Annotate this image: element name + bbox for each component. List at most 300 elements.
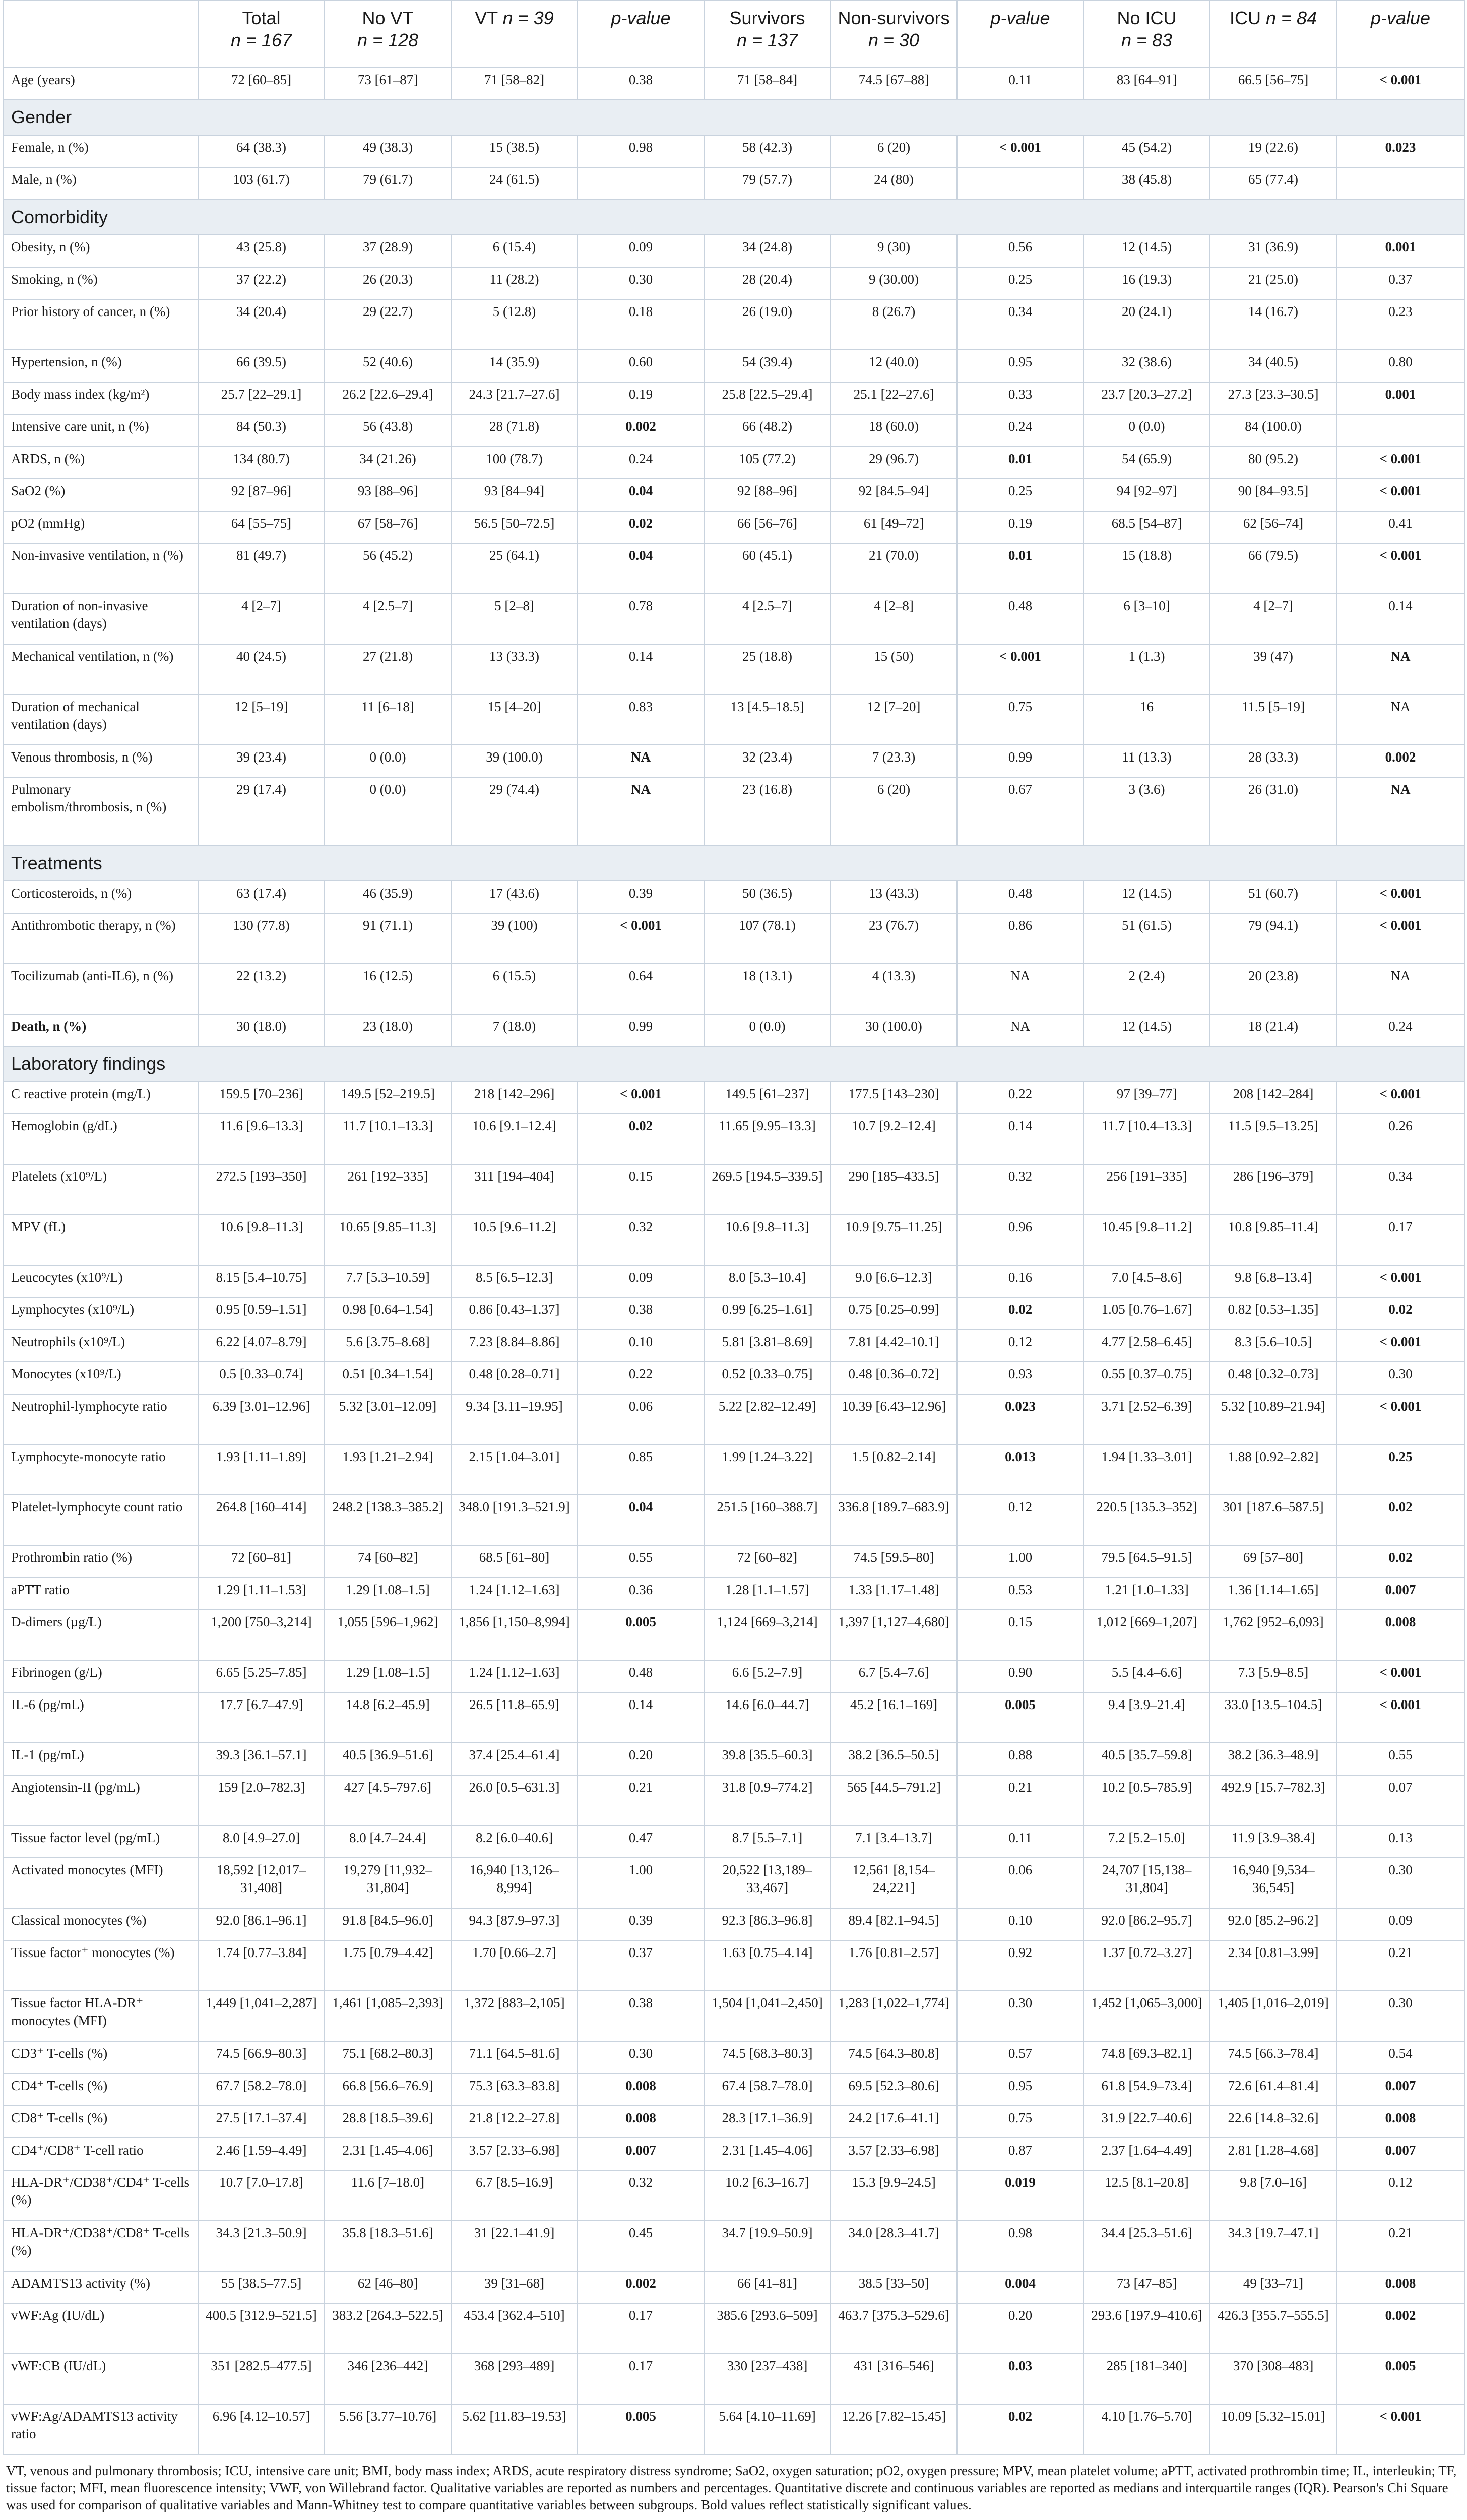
table-row — [4, 299, 1464, 350]
value-cell: 18 (13.1) — [704, 964, 831, 1014]
column-header-subtitle: n = 30 — [868, 30, 920, 50]
value-cell: 67 [58–76] — [325, 511, 451, 543]
row-label: Fibrinogen (g/L) — [4, 1660, 198, 1692]
p-value-cell: 0.09 — [578, 235, 704, 267]
section-title: Treatments — [4, 846, 1464, 881]
value-cell: 1,055 [596–1,962] — [325, 1610, 451, 1660]
value-cell: 8.7 [5.5–7.1] — [704, 1825, 831, 1858]
value-cell: 52 (40.6) — [325, 350, 451, 382]
value-cell: 1.93 [1.21–2.94] — [325, 1444, 451, 1495]
value-cell: 5 [2–8] — [451, 594, 578, 644]
value-cell: 10.2 [6.3–16.7] — [704, 2170, 831, 2221]
p-value-cell: < 0.001 — [1336, 543, 1464, 594]
value-cell: 79 (61.7) — [325, 167, 451, 200]
value-cell: 66 [56–76] — [704, 511, 831, 543]
value-cell: 9.0 [6.6–12.3] — [831, 1265, 957, 1297]
value-cell: 74.5 [66.9–80.3] — [198, 2041, 325, 2073]
table-row — [4, 382, 1464, 414]
value-cell: 8.0 [4.7–24.4] — [325, 1825, 451, 1858]
value-cell: 301 [187.6–587.5] — [1210, 1495, 1336, 1545]
row-label: D-dimers (µg/L) — [4, 1610, 198, 1660]
p-value-cell: 0.80 — [1336, 350, 1464, 382]
value-cell: 68.5 [61–80] — [451, 1545, 578, 1578]
value-cell: 0.5 [0.33–0.74] — [198, 1362, 325, 1394]
value-cell: 330 [237–438] — [704, 2354, 831, 2404]
value-cell: 383.2 [264.3–522.5] — [325, 2303, 451, 2354]
p-value-cell: 0.002 — [1336, 745, 1464, 777]
row-label: SaO2 (%) — [4, 479, 198, 511]
p-value-cell: 0.38 — [578, 68, 704, 100]
p-value-cell: 0.005 — [578, 2404, 704, 2454]
table-row — [4, 1297, 1464, 1330]
value-cell: 67.7 [58.2–78.0] — [198, 2073, 325, 2106]
value-cell: 66 (39.5) — [198, 350, 325, 382]
value-cell: 107 (78.1) — [704, 913, 831, 964]
value-cell: 28.3 [17.1–36.9] — [704, 2106, 831, 2138]
value-cell: 218 [142–296] — [451, 1082, 578, 1114]
value-cell: 1,762 [952–6,093] — [1210, 1610, 1336, 1660]
p-value-cell: 0.02 — [578, 511, 704, 543]
table-row — [4, 479, 1464, 511]
table-row — [4, 447, 1464, 479]
value-cell: 0.51 [0.34–1.54] — [325, 1362, 451, 1394]
p-value-cell: 1.00 — [957, 1545, 1083, 1578]
value-cell: 34 (24.8) — [704, 235, 831, 267]
p-value-cell: 0.008 — [578, 2073, 704, 2106]
value-cell: 18,592 [12,017–31,408] — [198, 1858, 325, 1908]
row-label: Monocytes (x10⁹/L) — [4, 1362, 198, 1394]
value-cell: 14 (16.7) — [1210, 299, 1336, 350]
p-value-cell: 1.00 — [578, 1858, 704, 1908]
value-cell: 269.5 [194.5–339.5] — [704, 1164, 831, 1215]
value-cell: 24.3 [21.7–27.6] — [451, 382, 578, 414]
value-cell: 23 (18.0) — [325, 1014, 451, 1046]
table-body — [4, 68, 1464, 2454]
p-value-cell: NA — [1336, 777, 1464, 846]
p-value-cell: 0.001 — [1336, 235, 1464, 267]
value-cell: 84 (100.0) — [1210, 414, 1336, 447]
column-header-label: Survivors — [729, 8, 805, 28]
value-cell: 51 (60.7) — [1210, 881, 1336, 913]
value-cell: 43 (25.8) — [198, 235, 325, 267]
p-value-cell: 0.30 — [1336, 1362, 1464, 1394]
section-row — [4, 100, 1464, 135]
column-header-subtitle: n = 39 — [502, 8, 554, 28]
value-cell: 0.55 [0.37–0.75] — [1083, 1362, 1210, 1394]
table-row — [4, 511, 1464, 543]
p-value-cell: 0.04 — [578, 479, 704, 511]
p-value-cell: 0.20 — [578, 1743, 704, 1775]
p-value-cell: 0.26 — [1336, 1114, 1464, 1164]
value-cell: 55 [38.5–77.5] — [198, 2271, 325, 2303]
table-row — [4, 2073, 1464, 2106]
value-cell: 0 (0.0) — [704, 1014, 831, 1046]
value-cell: 159.5 [70–236] — [198, 1082, 325, 1114]
value-cell: 39 (100) — [451, 913, 578, 964]
value-cell: 10.6 [9.8–11.3] — [704, 1215, 831, 1265]
p-value-cell: 0.87 — [957, 2138, 1083, 2170]
p-value-cell: 0.14 — [578, 644, 704, 695]
value-cell: 92.0 [85.2–96.2] — [1210, 1908, 1336, 1940]
value-cell: 10.39 [6.43–12.96] — [831, 1394, 957, 1444]
value-cell: 34.4 [25.3–51.6] — [1083, 2221, 1210, 2271]
value-cell: 453.4 [362.4–510] — [451, 2303, 578, 2354]
value-cell: 37 (28.9) — [325, 235, 451, 267]
p-value-cell: 0.30 — [1336, 1858, 1464, 1908]
p-value-cell: 0.14 — [578, 1692, 704, 1743]
value-cell: 72 [60–82] — [704, 1545, 831, 1578]
value-cell: 1.93 [1.11–1.89] — [198, 1444, 325, 1495]
value-cell: 45 (54.2) — [1083, 135, 1210, 167]
row-label: Corticosteroids, n (%) — [4, 881, 198, 913]
value-cell: 26 (31.0) — [1210, 777, 1336, 846]
p-value-cell: 0.38 — [578, 1991, 704, 2041]
table-row — [4, 1610, 1464, 1660]
p-value-cell: 0.15 — [957, 1610, 1083, 1660]
row-label: Tocilizumab (anti-IL6), n (%) — [4, 964, 198, 1014]
value-cell: 97 [39–77] — [1083, 1082, 1210, 1114]
value-cell: 92 [87–96] — [198, 479, 325, 511]
value-cell: 74.5 [67–88] — [831, 68, 957, 100]
row-label: Mechanical ventilation, n (%) — [4, 644, 198, 695]
value-cell: 10.5 [9.6–11.2] — [451, 1215, 578, 1265]
p-value-cell: 0.22 — [957, 1082, 1083, 1114]
value-cell: 30 (18.0) — [198, 1014, 325, 1046]
value-cell: 370 [308–483] — [1210, 2354, 1336, 2404]
row-label: Hemoglobin (g/dL) — [4, 1114, 198, 1164]
value-cell: 16 (12.5) — [325, 964, 451, 1014]
p-value-cell: 0.32 — [578, 2170, 704, 2221]
p-value-cell: NA — [957, 964, 1083, 1014]
value-cell: 32 (23.4) — [704, 745, 831, 777]
column-header-1 — [198, 1, 325, 68]
value-cell: 34.3 [21.3–50.9] — [198, 2221, 325, 2271]
value-cell: 28.8 [18.5–39.6] — [325, 2106, 451, 2138]
value-cell: 71 [58–82] — [451, 68, 578, 100]
p-value-cell: 0.11 — [957, 1825, 1083, 1858]
p-value-cell: 0.86 — [957, 913, 1083, 964]
row-label: Obesity, n (%) — [4, 235, 198, 267]
value-cell: 6.39 [3.01–12.96] — [198, 1394, 325, 1444]
value-cell: 103 (61.7) — [198, 167, 325, 200]
p-value-cell: 0.55 — [1336, 1743, 1464, 1775]
value-cell: 10.6 [9.8–11.3] — [198, 1215, 325, 1265]
table-footnote: VT, venous and pulmonary thrombosis; ICU, intensive care unit; BMI, body mass index; ARDS, acute respiratory distress syndrome; SaO2, oxygen saturation; pO2, oxygen pressure; MPV, mean platelet volume; aPTT, activated prothrombin time; IL, interleukin; TF, tissue factor; MFI, mean fluorescence intensity; VWF, von Willebrand factor. Qualitative variables are reported as numbers and percentages. Quantitative discrete and continuous variables are reported as medians and interquartile ranges (IQR). Pearson's Chi Square was used for comparison of qualitative variables and Mann-Whitney test to compare quantitative variables between subgroups. Bold values reflect statistically significant values. — [6, 2463, 1457, 2512]
value-cell: 51 (61.5) — [1083, 913, 1210, 964]
table-row — [4, 1114, 1464, 1164]
value-cell: 12.5 [8.1–20.8] — [1083, 2170, 1210, 2221]
value-cell: 63 (17.4) — [198, 881, 325, 913]
p-value-cell: 0.41 — [1336, 511, 1464, 543]
row-label: CD4⁺/CD8⁺ T-cell ratio — [4, 2138, 198, 2170]
value-cell: 3.57 [2.33–6.98] — [831, 2138, 957, 2170]
p-value-cell: 0.37 — [578, 1940, 704, 1991]
value-cell: 79 (57.7) — [704, 167, 831, 200]
value-cell: 251.5 [160–388.7] — [704, 1495, 831, 1545]
value-cell: 11.7 [10.4–13.3] — [1083, 1114, 1210, 1164]
p-value-cell: 0.008 — [578, 2106, 704, 2138]
value-cell: 1.94 [1.33–3.01] — [1083, 1444, 1210, 1495]
p-value-cell: < 0.001 — [957, 644, 1083, 695]
p-value-cell: 0.25 — [957, 267, 1083, 299]
p-value-cell: 0.013 — [957, 1444, 1083, 1495]
value-cell: 79 (94.1) — [1210, 913, 1336, 964]
p-value-cell: 0.04 — [578, 1495, 704, 1545]
value-cell: 0.48 [0.36–0.72] — [831, 1362, 957, 1394]
value-cell: 5.32 [3.01–12.09] — [325, 1394, 451, 1444]
value-cell: 24 (80) — [831, 167, 957, 200]
value-cell: 105 (77.2) — [704, 447, 831, 479]
value-cell: 28 (20.4) — [704, 267, 831, 299]
value-cell: 286 [196–379] — [1210, 1164, 1336, 1215]
value-cell: 149.5 [61–237] — [704, 1082, 831, 1114]
value-cell: 6 (15.4) — [451, 235, 578, 267]
value-cell: 32 (38.6) — [1083, 350, 1210, 382]
table-row — [4, 964, 1464, 1014]
p-value-cell: 0.90 — [957, 1660, 1083, 1692]
p-value-cell: 0.98 — [957, 2221, 1083, 2271]
value-cell: 1,200 [750–3,214] — [198, 1610, 325, 1660]
table-row — [4, 594, 1464, 644]
value-cell: 1.05 [0.76–1.67] — [1083, 1297, 1210, 1330]
p-value-cell: 0.39 — [578, 881, 704, 913]
section-title: Comorbidity — [4, 200, 1464, 235]
row-label: Lymphocytes (x10⁹/L) — [4, 1297, 198, 1330]
value-cell: 12 (40.0) — [831, 350, 957, 382]
row-label: Age (years) — [4, 68, 198, 100]
value-cell: 0 (0.0) — [325, 745, 451, 777]
section-row — [4, 1046, 1464, 1082]
value-cell: 75.3 [63.3–83.8] — [451, 2073, 578, 2106]
row-label: CD3⁺ T-cells (%) — [4, 2041, 198, 2073]
value-cell: 23 (16.8) — [704, 777, 831, 846]
value-cell: 39 (100.0) — [451, 745, 578, 777]
p-value-cell: 0.56 — [957, 235, 1083, 267]
value-cell: 94.3 [87.9–97.3] — [451, 1908, 578, 1940]
column-header-label: ICU — [1229, 8, 1266, 28]
p-value-cell: 0.09 — [578, 1265, 704, 1297]
value-cell: 5.81 [3.81–8.69] — [704, 1330, 831, 1362]
p-value-cell: 0.25 — [957, 479, 1083, 511]
value-cell: 565 [44.5–791.2] — [831, 1775, 957, 1825]
value-cell: 7.81 [4.42–10.1] — [831, 1330, 957, 1362]
row-label: Activated monocytes (MFI) — [4, 1858, 198, 1908]
value-cell: 15.3 [9.9–24.5] — [831, 2170, 957, 2221]
p-value-cell: 0.95 — [957, 350, 1083, 382]
value-cell: 13 (43.3) — [831, 881, 957, 913]
value-cell: 91.8 [84.5–96.0] — [325, 1908, 451, 1940]
p-value-cell: 0.21 — [957, 1775, 1083, 1825]
p-value-cell — [957, 167, 1083, 200]
p-value-cell: 0.98 — [578, 135, 704, 167]
p-value-cell: 0.48 — [957, 594, 1083, 644]
value-cell: 8.3 [5.6–10.5] — [1210, 1330, 1336, 1362]
value-cell: 16 — [1083, 695, 1210, 745]
value-cell: 34.0 [28.3–41.7] — [831, 2221, 957, 2271]
p-value-cell: 0.15 — [578, 1164, 704, 1215]
value-cell: 3.57 [2.33–6.98] — [451, 2138, 578, 2170]
value-cell: 11 [6–18] — [325, 695, 451, 745]
value-cell: 37 (22.2) — [198, 267, 325, 299]
table-row — [4, 1545, 1464, 1578]
p-value-cell: 0.023 — [1336, 135, 1464, 167]
p-value-cell: 0.17 — [578, 2354, 704, 2404]
value-cell: 5.5 [4.4–6.6] — [1083, 1660, 1210, 1692]
p-value-cell: 0.008 — [1336, 1610, 1464, 1660]
p-value-cell: 0.007 — [1336, 2138, 1464, 2170]
value-cell: 58 (42.3) — [704, 135, 831, 167]
value-cell: 89.4 [82.1–94.5] — [831, 1908, 957, 1940]
p-value-cell: 0.45 — [578, 2221, 704, 2271]
value-cell: 25.1 [22–27.6] — [831, 382, 957, 414]
value-cell: 2.37 [1.64–4.49] — [1083, 2138, 1210, 2170]
value-cell: 12,561 [8,154–24,221] — [831, 1858, 957, 1908]
p-value-cell: 0.007 — [1336, 1578, 1464, 1610]
value-cell: 2.31 [1.45–4.06] — [325, 2138, 451, 2170]
p-value-cell: NA — [1336, 644, 1464, 695]
column-header-8 — [1083, 1, 1210, 68]
value-cell: 39 [31–68] — [451, 2271, 578, 2303]
value-cell: 159 [2.0–782.3] — [198, 1775, 325, 1825]
p-value-cell: 0.55 — [578, 1545, 704, 1578]
column-header-subtitle: n = 167 — [230, 30, 292, 50]
value-cell: 4.77 [2.58–6.45] — [1083, 1330, 1210, 1362]
value-cell: 0.52 [0.33–0.75] — [704, 1362, 831, 1394]
p-value-cell: 0.14 — [957, 1114, 1083, 1164]
value-cell: 74.5 [64.3–80.8] — [831, 2041, 957, 2073]
value-cell: 346 [236–442] — [325, 2354, 451, 2404]
p-value-cell — [1336, 414, 1464, 447]
table-row — [4, 1578, 1464, 1610]
p-value-cell: < 0.001 — [1336, 68, 1464, 100]
value-cell: 1.63 [0.75–4.14] — [704, 1940, 831, 1991]
p-value-cell — [1336, 167, 1464, 200]
table-row — [4, 1215, 1464, 1265]
p-value-cell — [578, 167, 704, 200]
value-cell: 1,012 [669–1,207] — [1083, 1610, 1210, 1660]
p-value-cell: < 0.001 — [578, 913, 704, 964]
table-row — [4, 745, 1464, 777]
value-cell: 83 [64–91] — [1083, 68, 1210, 100]
column-header-label: VT — [475, 8, 503, 28]
p-value-cell: NA — [1336, 964, 1464, 1014]
table-row — [4, 543, 1464, 594]
table-row — [4, 167, 1464, 200]
row-label: Lymphocyte-monocyte ratio — [4, 1444, 198, 1495]
value-cell: 68.5 [54–87] — [1083, 511, 1210, 543]
value-cell: 92 [84.5–94] — [831, 479, 957, 511]
table-row — [4, 350, 1464, 382]
row-label: IL-1 (pg/mL) — [4, 1743, 198, 1775]
value-cell: 1.29 [1.08–1.5] — [325, 1660, 451, 1692]
value-cell: 16,940 [13,126–8,994] — [451, 1858, 578, 1908]
value-cell: 24.2 [17.6–41.1] — [831, 2106, 957, 2138]
value-cell: 66 [41–81] — [704, 2271, 831, 2303]
value-cell: 0 (0.0) — [1083, 414, 1210, 447]
p-value-cell: 0.25 — [1336, 1444, 1464, 1495]
table-row — [4, 2354, 1464, 2404]
value-cell: 8.0 [4.9–27.0] — [198, 1825, 325, 1858]
value-cell: 9.8 [7.0–16] — [1210, 2170, 1336, 2221]
value-cell: 1.28 [1.1–1.57] — [704, 1578, 831, 1610]
value-cell: 6.22 [4.07–8.79] — [198, 1330, 325, 1362]
value-cell: 31.8 [0.9–774.2] — [704, 1775, 831, 1825]
value-cell: 66.8 [56.6–76.9] — [325, 2073, 451, 2106]
value-cell: 56 (43.8) — [325, 414, 451, 447]
value-cell: 6.6 [5.2–7.9] — [704, 1660, 831, 1692]
value-cell: 19 (22.6) — [1210, 135, 1336, 167]
value-cell: 64 [55–75] — [198, 511, 325, 543]
table-row — [4, 2170, 1464, 2221]
value-cell: 4 [2–7] — [198, 594, 325, 644]
p-value-cell: 0.008 — [1336, 2271, 1464, 2303]
value-cell: 25.8 [22.5–29.4] — [704, 382, 831, 414]
value-cell: 4 [2–8] — [831, 594, 957, 644]
value-cell: 92 [88–96] — [704, 479, 831, 511]
p-value-cell: 0.12 — [1336, 2170, 1464, 2221]
value-cell: 426.3 [355.7–555.5] — [1210, 2303, 1336, 2354]
value-cell: 39 (47) — [1210, 644, 1336, 695]
p-value-cell: 0.005 — [578, 1610, 704, 1660]
p-value-cell: 0.005 — [1336, 2354, 1464, 2404]
header-row — [4, 1, 1464, 68]
row-label: Platelet-lymphocyte count ratio — [4, 1495, 198, 1545]
value-cell: 16,940 [9,534–36,545] — [1210, 1858, 1336, 1908]
value-cell: 29 (74.4) — [451, 777, 578, 846]
value-cell: 3.71 [2.52–6.39] — [1083, 1394, 1210, 1444]
value-cell: 18 (21.4) — [1210, 1014, 1336, 1046]
p-value-cell: 0.02 — [1336, 1545, 1464, 1578]
value-cell: 49 [33–71] — [1210, 2271, 1336, 2303]
value-cell: 0.48 [0.32–0.73] — [1210, 1362, 1336, 1394]
value-cell: 34.7 [19.9–50.9] — [704, 2221, 831, 2271]
value-cell: 2.81 [1.28–4.68] — [1210, 2138, 1336, 2170]
column-header-3 — [451, 1, 578, 68]
value-cell: 336.8 [189.7–683.9] — [831, 1495, 957, 1545]
p-value-cell: 0.85 — [578, 1444, 704, 1495]
value-cell: 10.09 [5.32–15.01] — [1210, 2404, 1336, 2454]
value-cell: 427 [4.5–797.6] — [325, 1775, 451, 1825]
value-cell: 26.2 [22.6–29.4] — [325, 382, 451, 414]
p-value-cell: 0.18 — [578, 299, 704, 350]
row-label: Duration of mechanical ventilation (days) — [4, 695, 198, 745]
value-cell: 1.24 [1.12–1.63] — [451, 1578, 578, 1610]
column-header-subtitle: n = 84 — [1265, 8, 1317, 28]
value-cell: 1,452 [1,065–3,000] — [1083, 1991, 1210, 2041]
p-value-cell: 0.02 — [957, 1297, 1083, 1330]
p-value-cell: 0.39 — [578, 1908, 704, 1940]
value-cell: 66 (79.5) — [1210, 543, 1336, 594]
value-cell: 27 (21.8) — [325, 644, 451, 695]
p-value-cell: 0.48 — [957, 881, 1083, 913]
value-cell: 2.46 [1.59–4.49] — [198, 2138, 325, 2170]
value-cell: 5.32 [10.89–21.94] — [1210, 1394, 1336, 1444]
column-header-subtitle: p-value — [990, 8, 1050, 28]
p-value-cell: NA — [957, 1014, 1083, 1046]
p-value-cell: 0.99 — [957, 745, 1083, 777]
column-header-label: No VT — [362, 8, 414, 28]
value-cell: 73 [47–85] — [1083, 2271, 1210, 2303]
value-cell: 25 (64.1) — [451, 543, 578, 594]
value-cell: 208 [142–284] — [1210, 1082, 1336, 1114]
p-value-cell: 0.005 — [957, 1692, 1083, 1743]
value-cell: 311 [194–404] — [451, 1164, 578, 1215]
value-cell: 1.21 [1.0–1.33] — [1083, 1578, 1210, 1610]
p-value-cell: 0.019 — [957, 2170, 1083, 2221]
p-value-cell: 0.36 — [578, 1578, 704, 1610]
row-label: Duration of non-invasive ventilation (days) — [4, 594, 198, 644]
value-cell: 6 (15.5) — [451, 964, 578, 1014]
